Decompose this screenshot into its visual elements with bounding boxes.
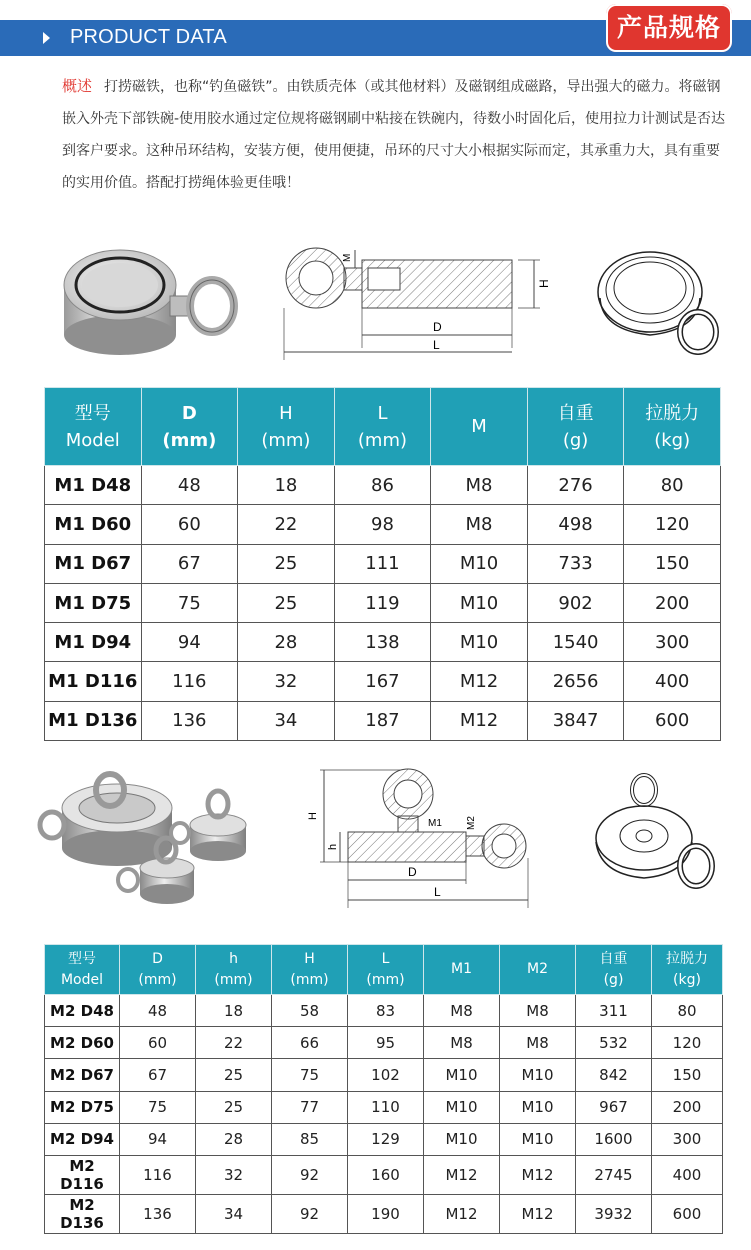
col-weight-header: 自重 (g) xyxy=(576,945,652,995)
table-cell: M12 xyxy=(424,1155,500,1194)
col-d-header: D (mm) xyxy=(120,945,196,995)
table-cell: 120 xyxy=(652,1027,723,1059)
col-model-header: 型号 Model xyxy=(45,388,142,466)
model-cell: M2 D94 xyxy=(45,1123,120,1155)
table-cell: M10 xyxy=(500,1091,576,1123)
table-cell: 34 xyxy=(196,1194,272,1233)
table-header-row xyxy=(45,388,721,466)
m1-diagram-label-d: D xyxy=(433,320,442,334)
table-cell: M10 xyxy=(431,544,528,583)
table-row xyxy=(45,701,721,740)
table-cell: M8 xyxy=(424,995,500,1027)
table-cell: M10 xyxy=(500,1059,576,1091)
table-cell: 95 xyxy=(348,1027,424,1059)
table-cell: 75 xyxy=(272,1059,348,1091)
model-cell: M1 D136 xyxy=(45,701,142,740)
table-cell: 98 xyxy=(334,505,431,544)
table-row xyxy=(45,1155,723,1194)
table-cell: 150 xyxy=(652,1059,723,1091)
table-row xyxy=(45,1091,723,1123)
table-cell: 32 xyxy=(196,1155,272,1194)
table-cell: 600 xyxy=(624,701,721,740)
table-cell: 25 xyxy=(238,544,335,583)
table-cell: 150 xyxy=(624,544,721,583)
col-h-header: H (mm) xyxy=(272,945,348,995)
table-cell: 3932 xyxy=(576,1194,652,1233)
table-cell: 1540 xyxy=(527,623,624,662)
table-cell: 75 xyxy=(120,1091,196,1123)
m2-diagram-label-d: D xyxy=(408,865,417,879)
m2-diagram-label-l: L xyxy=(434,885,441,899)
table-cell: 94 xyxy=(141,623,238,662)
table-row xyxy=(45,662,721,701)
table-cell: 532 xyxy=(576,1027,652,1059)
table-cell: 92 xyxy=(272,1155,348,1194)
table-cell: 1600 xyxy=(576,1123,652,1155)
table-cell: M10 xyxy=(424,1059,500,1091)
table-cell: 86 xyxy=(334,466,431,505)
col-model-header: 型号 Model xyxy=(45,945,120,995)
table-cell: 733 xyxy=(527,544,624,583)
table-cell: 18 xyxy=(238,466,335,505)
model-cell: M1 D116 xyxy=(45,662,142,701)
table-cell: 80 xyxy=(652,995,723,1027)
table-cell: 25 xyxy=(196,1059,272,1091)
table-cell: 600 xyxy=(652,1194,723,1233)
table-cell: 92 xyxy=(272,1194,348,1233)
table-cell: 48 xyxy=(141,466,238,505)
m2-spec-table xyxy=(44,944,723,1234)
m2-line-drawing xyxy=(586,770,726,900)
table-cell: 116 xyxy=(141,662,238,701)
table-cell: 200 xyxy=(624,583,721,622)
table-cell: 83 xyxy=(348,995,424,1027)
intro-paragraph xyxy=(62,70,732,199)
m2-diagram-label-m2: M2 xyxy=(466,816,477,830)
table-cell: 110 xyxy=(348,1091,424,1123)
table-cell: 136 xyxy=(141,701,238,740)
table-cell: 160 xyxy=(348,1155,424,1194)
table-cell: 60 xyxy=(120,1027,196,1059)
product-spec-badge: 产品规格 xyxy=(606,4,732,52)
table-cell: 2656 xyxy=(527,662,624,701)
m1-spec-table xyxy=(44,387,721,741)
model-cell: M2 D60 xyxy=(45,1027,120,1059)
table-cell: M8 xyxy=(431,466,528,505)
model-cell: M2 D116 xyxy=(45,1155,120,1194)
table-cell: 300 xyxy=(624,623,721,662)
table-cell: M12 xyxy=(431,701,528,740)
table-cell: M8 xyxy=(431,505,528,544)
col-m-header: M xyxy=(431,388,528,466)
model-cell: M1 D60 xyxy=(45,505,142,544)
m2-diagram-label-h-upper: H xyxy=(307,812,319,820)
table-cell: 842 xyxy=(576,1059,652,1091)
table-cell: 66 xyxy=(272,1027,348,1059)
col-m2-header: M2 xyxy=(500,945,576,995)
m1-diagram-label-l: L xyxy=(433,338,440,352)
table-cell: 187 xyxy=(334,701,431,740)
table-cell: 34 xyxy=(238,701,335,740)
table-header-row xyxy=(45,945,723,995)
col-m1-header: M1 xyxy=(424,945,500,995)
table-cell: 48 xyxy=(120,995,196,1027)
model-cell: M2 D67 xyxy=(45,1059,120,1091)
table-cell: 25 xyxy=(196,1091,272,1123)
table-row xyxy=(45,466,721,505)
table-row xyxy=(45,1194,723,1233)
table-cell: 25 xyxy=(238,583,335,622)
col-l-header: L (mm) xyxy=(348,945,424,995)
table-cell: 136 xyxy=(120,1194,196,1233)
model-cell: M2 D136 xyxy=(45,1194,120,1233)
col-l-header: L (mm) xyxy=(334,388,431,466)
model-cell: M2 D48 xyxy=(45,995,120,1027)
col-weight-header: 自重 (g) xyxy=(527,388,624,466)
table-cell: 85 xyxy=(272,1123,348,1155)
model-cell: M1 D75 xyxy=(45,583,142,622)
m1-diagram-label-m: M xyxy=(342,253,353,262)
m1-diagram-label-h: H xyxy=(537,279,551,288)
table-cell: M10 xyxy=(431,623,528,662)
table-cell: 120 xyxy=(624,505,721,544)
table-cell: 28 xyxy=(238,623,335,662)
col-pull-force-header: 拉脱力 (kg) xyxy=(624,388,721,466)
table-row xyxy=(45,1027,723,1059)
m2-magnets-photo xyxy=(30,770,260,910)
model-cell: M1 D94 xyxy=(45,623,142,662)
table-cell: 129 xyxy=(348,1123,424,1155)
table-cell: 167 xyxy=(334,662,431,701)
table-cell: M10 xyxy=(431,583,528,622)
table-cell: M12 xyxy=(431,662,528,701)
table-row xyxy=(45,583,721,622)
table-cell: 18 xyxy=(196,995,272,1027)
model-cell: M1 D48 xyxy=(45,466,142,505)
table-cell: 200 xyxy=(652,1091,723,1123)
table-row xyxy=(45,1123,723,1155)
table-row xyxy=(45,544,721,583)
table-cell: 32 xyxy=(238,662,335,701)
table-cell: 60 xyxy=(141,505,238,544)
intro-tag: 概述 xyxy=(62,77,93,95)
table-cell: 300 xyxy=(652,1123,723,1155)
table-cell: 498 xyxy=(527,505,624,544)
col-small-h-header: h (mm) xyxy=(196,945,272,995)
table-cell: 67 xyxy=(120,1059,196,1091)
table-cell: 102 xyxy=(348,1059,424,1091)
table-cell: 138 xyxy=(334,623,431,662)
table-cell: 116 xyxy=(120,1155,196,1194)
table-row xyxy=(45,505,721,544)
model-cell: M2 D75 xyxy=(45,1091,120,1123)
table-cell: 276 xyxy=(527,466,624,505)
table-cell: 80 xyxy=(624,466,721,505)
col-pull-force-header: 拉脱力 (kg) xyxy=(652,945,723,995)
table-cell: M10 xyxy=(424,1091,500,1123)
table-row xyxy=(45,623,721,662)
table-cell: M8 xyxy=(424,1027,500,1059)
table-cell: 311 xyxy=(576,995,652,1027)
table-cell: 75 xyxy=(141,583,238,622)
table-row xyxy=(45,1059,723,1091)
table-cell: 2745 xyxy=(576,1155,652,1194)
table-cell: 22 xyxy=(196,1027,272,1059)
m2-diagram-label-m1: M1 xyxy=(428,818,442,829)
table-cell: M10 xyxy=(500,1123,576,1155)
table-cell: 28 xyxy=(196,1123,272,1155)
table-cell: 111 xyxy=(334,544,431,583)
table-cell: 67 xyxy=(141,544,238,583)
m2-dimension-diagram xyxy=(300,768,540,916)
m1-dimension-diagram xyxy=(278,238,558,360)
table-cell: M8 xyxy=(500,995,576,1027)
intro-text: 打捞磁铁，也称“钓鱼磁铁”。由铁质壳体（或其他材料）及磁钢组成磁路，导出强大的磁力。将磁钢嵌入外壳下部铁碗-使用胶水通过定位规将磁钢刷中粘接在铁碗内，待数小时固化后，使用拉力计测试是否达到客户要求。这种吊环结构，安装方便，使用便捷，吊环的尺寸大小根据实际而定，其承重力大，具有重要的实用价值。搭配打捞绳体验更佳哦！ xyxy=(62,79,726,191)
table-cell: 58 xyxy=(272,995,348,1027)
table-cell: M12 xyxy=(500,1155,576,1194)
table-cell: M12 xyxy=(500,1194,576,1233)
table-cell: 22 xyxy=(238,505,335,544)
model-cell: M1 D67 xyxy=(45,544,142,583)
triangle-right-icon xyxy=(43,32,50,44)
table-cell: 902 xyxy=(527,583,624,622)
m1-line-drawing xyxy=(590,240,730,360)
table-cell: 119 xyxy=(334,583,431,622)
header-title: PRODUCT DATA xyxy=(70,26,227,48)
col-h-header: H (mm) xyxy=(238,388,335,466)
table-cell: M8 xyxy=(500,1027,576,1059)
table-cell: 967 xyxy=(576,1091,652,1123)
m2-diagram-label-h-lower: h xyxy=(327,843,339,850)
col-d-header: D (mm) xyxy=(141,388,238,466)
table-cell: 400 xyxy=(624,662,721,701)
table-cell: 3847 xyxy=(527,701,624,740)
table-cell: 400 xyxy=(652,1155,723,1194)
table-cell: M10 xyxy=(424,1123,500,1155)
table-row xyxy=(45,995,723,1027)
table-cell: 190 xyxy=(348,1194,424,1233)
table-cell: 94 xyxy=(120,1123,196,1155)
table-cell: M12 xyxy=(424,1194,500,1233)
table-cell: 77 xyxy=(272,1091,348,1123)
m1-magnet-photo xyxy=(52,240,242,360)
